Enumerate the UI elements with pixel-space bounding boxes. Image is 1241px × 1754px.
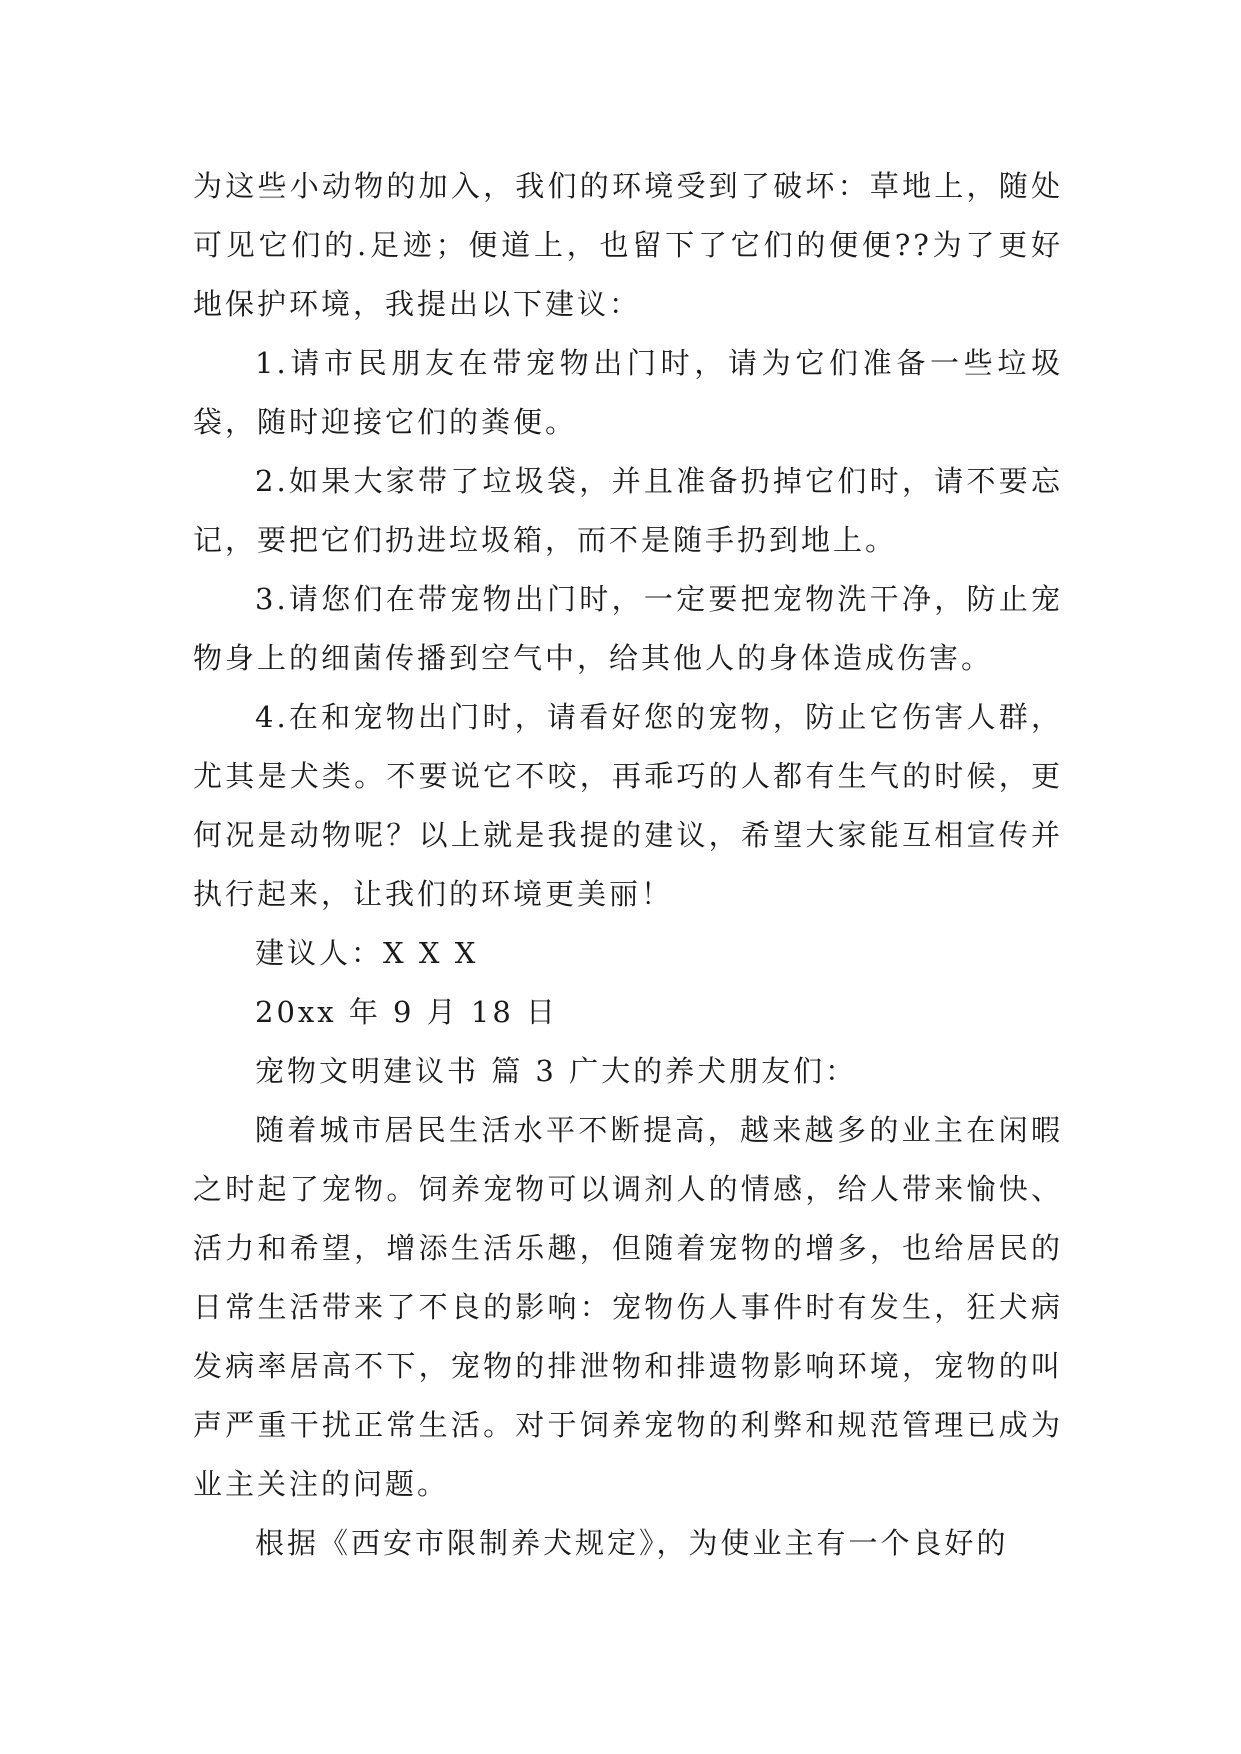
- proposer-signature: 建议人：X X X: [255, 936, 479, 970]
- date-line: 20xx 年 9 月 18 日: [255, 995, 559, 1029]
- paragraph-intro: 为这些小动物的加入，我们的环境受到了破坏：草地上，随处可见它们的.足迹；便道上，也留下了它们的便便??为了更好地保护环境，我提出以下建议：: [193, 169, 1063, 321]
- paragraph-regulation: 根据《西安市限制养犬规定》，为使业主有一个良好的: [255, 1526, 1009, 1560]
- suggestion-item-2: 2.如果大家带了垃圾袋，并且准备扔掉它们时，请不要忘记，要把它们扔进垃圾箱，而不是随手扔到地上。: [193, 464, 1063, 557]
- suggestion-item-3: 3.请您们在带宠物出门时，一定要把宠物洗干净，防止宠物身上的细菌传播到空气中，给其他人的身体造成伤害。: [193, 582, 1063, 675]
- document-body: [193, 157, 1063, 1573]
- section-heading: 宠物文明建议书 篇 3 广大的养犬朋友们：: [255, 1054, 858, 1088]
- suggestion-item-4: 4.在和宠物出门时，请看好您的宠物，防止它伤害人群，尤其是犬类。不要说它不咬，再乖巧的人都有生气的时候，更何况是动物呢？以上就是我提的建议，希望大家能互相宣传并执行起来，让我们的环境更美丽！: [193, 700, 1063, 911]
- paragraph-background: 随着城市居民生活水平不断提高，越来越多的业主在闲暇之时起了宠物。饲养宠物可以调剂人的情感，给人带来愉快、活力和希望，增添生活乐趣，但随着宠物的增多，也给居民的日常生活带来了不良的影响：宠物伤人事件时有发生，狂犬病发病率居高不下，宠物的排泄物和排遗物影响环境，宠物的叫声严重干扰正常生活。对于饲养宠物的利弊和规范管理已成为业主关注的问题。: [193, 1113, 1063, 1501]
- suggestion-item-1: 1.请市民朋友在带宠物出门时，请为它们准备一些垃圾袋，随时迎接它们的粪便。: [193, 346, 1063, 439]
